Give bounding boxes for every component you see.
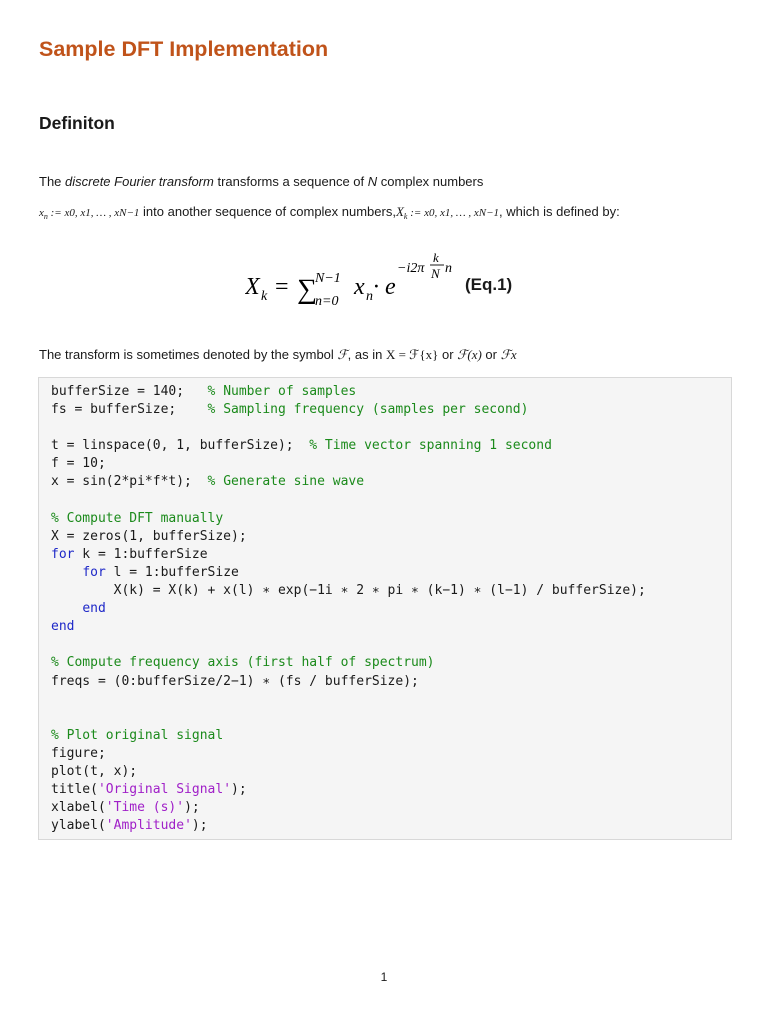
equation-label: (Eq.1) [465, 275, 513, 294]
code-token: x = sin(2*pi*f*t); [51, 474, 208, 490]
code-line [51, 763, 719, 781]
code-token: for [51, 546, 75, 562]
code-line [51, 510, 719, 528]
code-line [51, 636, 719, 654]
section-heading: Definiton [39, 113, 115, 133]
para1-mid: transforms a sequence of [213, 174, 368, 189]
code-line [51, 618, 719, 636]
code-line [51, 673, 719, 691]
code-line [51, 437, 719, 455]
equation-formula [245, 250, 465, 320]
code-token: k = 1:bufferSize [74, 546, 208, 562]
code-token: ); [191, 818, 208, 834]
code-line [51, 473, 719, 491]
code-token: bufferSize = 140; [51, 384, 208, 399]
svg-text:n=0: n=0 [315, 294, 339, 309]
sequence-X: $X_k$ := x0, x1, … , xN−1 [395, 204, 500, 221]
svg-text:∑: ∑ [297, 274, 317, 305]
code-token: t = linspace(0, 1, bufferSize); [51, 438, 310, 454]
code-token: % Number of samples [207, 384, 357, 399]
document-title: Sample DFT Implementation [39, 37, 329, 61]
code-token: % Compute DFT manually [51, 510, 224, 526]
para1-var: N [367, 174, 378, 189]
code-token: fs = bufferSize; [51, 402, 208, 418]
code-line [51, 654, 719, 672]
code-line [51, 691, 719, 709]
code-line [51, 383, 719, 401]
sequence-x: $x_n$ := x0, x1, … , xN−1 [39, 207, 140, 221]
code-token: % Compute frequency axis (first half of spectrum) [51, 655, 435, 671]
svg-text:· e: · e [373, 274, 396, 300]
code-line [51, 401, 719, 419]
code-line [51, 492, 719, 510]
code-line [51, 709, 719, 727]
code-token: ); [231, 782, 247, 798]
code-token: % Plot original signal [51, 727, 224, 743]
svg-text:x: x [354, 274, 365, 300]
svg-text:N−1: N−1 [315, 271, 341, 286]
code-token: end [82, 601, 106, 617]
code-token: X(k) = X(k) + x(l) ∗ exp(−1i ∗ 2 ∗ pi ∗ (k−1) ∗ (l−1) / bufferSize); [51, 583, 646, 599]
paragraph-definition [39, 174, 483, 189]
code-token: end [51, 619, 75, 635]
code-token: % Sampling frequency (samples per second) [207, 402, 529, 418]
code-line [51, 455, 719, 473]
code-token [51, 601, 82, 616]
code-token: 'Time (s)' [105, 800, 185, 816]
code-token: l = 1:bufferSize [105, 564, 239, 580]
code-line [51, 564, 719, 582]
svg-text:n: n [366, 289, 373, 304]
svg-text:X: X [245, 274, 260, 300]
svg-text:=: = [275, 274, 289, 300]
code-line [51, 799, 719, 817]
code-token: freqs = (0:bufferSize/2−1) ∗ (fs / bufferSize); [51, 673, 419, 689]
dft-equation [245, 250, 545, 320]
para1-post: complex numbers [377, 174, 484, 189]
code-token: X = zeros(1, bufferSize); [51, 528, 247, 544]
code-token: xlabel( [51, 800, 106, 816]
code-token: figure; [51, 745, 106, 761]
para2-text1: into another sequence of complex numbers, [139, 204, 396, 219]
code-line [51, 528, 719, 546]
svg-text:k: k [261, 289, 268, 304]
code-token: 'Original Signal' [97, 782, 232, 798]
paragraph-sequences [39, 204, 620, 221]
code-token: f = 10; [51, 456, 106, 472]
code-line [51, 546, 719, 564]
paragraph-notation: The transform is sometimes denoted by the symbol ℱ, as in X = ℱ{x} or ℱ(x) or ℱx [39, 347, 517, 362]
svg-text:n: n [445, 261, 452, 276]
code-token: 'Amplitude' [105, 818, 192, 834]
code-token: plot(t, x); [51, 763, 138, 779]
svg-text:k: k [433, 250, 439, 265]
page-number: 1 [380, 970, 388, 984]
code-line [51, 745, 719, 763]
para1-italic: discrete Fourier transform [65, 174, 214, 189]
code-line [51, 419, 719, 437]
code-block [38, 377, 732, 840]
code-token: ylabel( [51, 818, 106, 834]
code-line [51, 727, 719, 745]
code-token: title( [51, 782, 98, 798]
code-line [51, 817, 719, 835]
code-token: for [82, 564, 106, 580]
code-line [51, 582, 719, 600]
para1-pre: The [39, 174, 66, 189]
para2-text2: , which is defined by: [499, 204, 620, 219]
code-token: % Time vector spanning 1 second [309, 438, 552, 454]
svg-text:N: N [431, 266, 440, 281]
code-line [51, 781, 719, 799]
code-token: ); [184, 800, 200, 816]
svg-text:−i2π: −i2π [397, 261, 425, 276]
code-line [51, 600, 719, 618]
code-token [51, 565, 82, 580]
code-token: % Generate sine wave [207, 474, 365, 490]
